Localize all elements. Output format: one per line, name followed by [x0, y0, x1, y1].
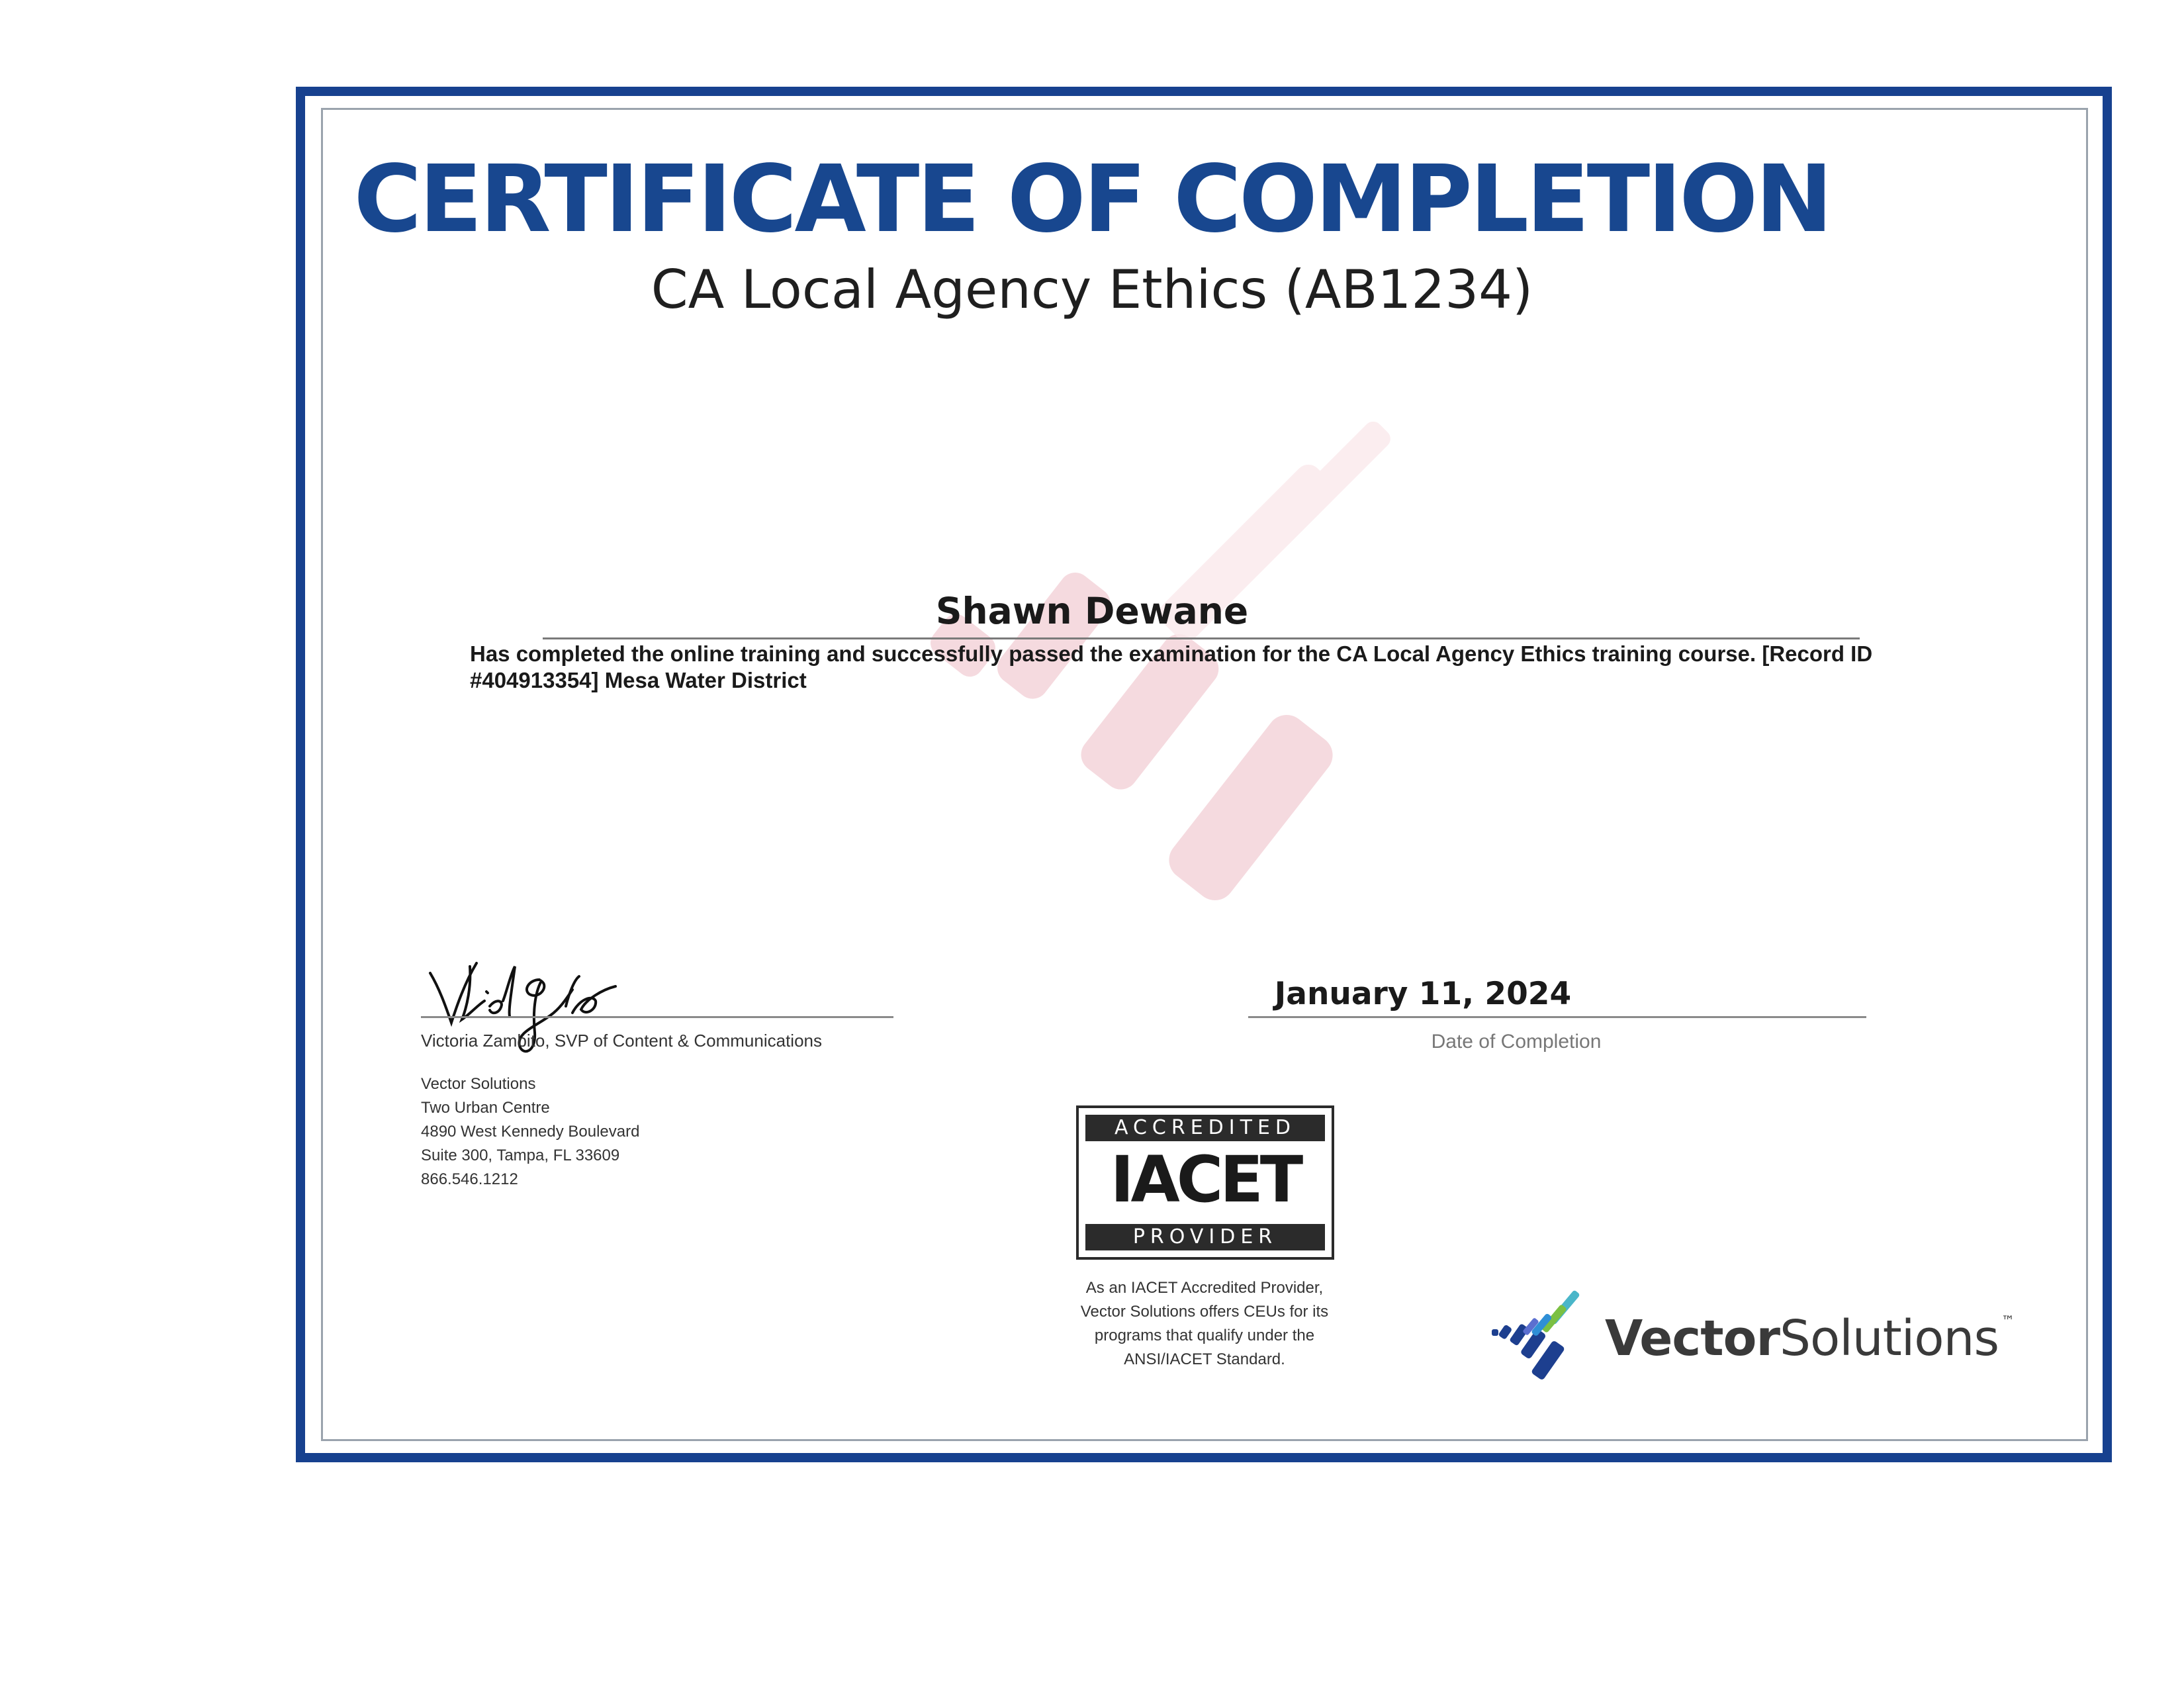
- date-underline: [1248, 1016, 1866, 1018]
- vector-solutions-wordmark: [1605, 1310, 2014, 1367]
- iacet-caption: [1032, 1276, 1377, 1372]
- company-address: [421, 1072, 639, 1192]
- caption-line: Vector Solutions offers CEUs for its: [1080, 1303, 1329, 1321]
- signer-name-title: Victoria Zambito, SVP of Content & Communications: [421, 1031, 822, 1051]
- address-line: Vector Solutions: [421, 1075, 536, 1093]
- signature-line: [421, 1016, 893, 1018]
- iacet-accredited-badge: [1076, 1105, 1334, 1260]
- course-name: CA Local Agency Ethics (AB1234): [651, 259, 1533, 320]
- address-line: 866.546.1212: [421, 1170, 518, 1188]
- vector-solutions-logo-icon: [1489, 1278, 1595, 1397]
- address-line: Two Urban Centre: [421, 1099, 550, 1117]
- caption-line: As an IACET Accredited Provider,: [1085, 1279, 1324, 1297]
- brand-name-bold: Vector: [1605, 1310, 1780, 1367]
- badge-accredited-label: ACCREDITED: [1085, 1115, 1325, 1141]
- address-line: 4890 West Kennedy Boulevard: [421, 1123, 640, 1141]
- caption-line: ANSI/IACET Standard.: [1124, 1350, 1285, 1368]
- badge-provider-label: PROVIDER: [1085, 1224, 1325, 1250]
- address-line: Suite 300, Tampa, FL 33609: [421, 1147, 620, 1164]
- trademark-symbol: ™: [2001, 1313, 2014, 1329]
- completion-date: January 11, 2024: [1274, 976, 1572, 1012]
- caption-line: programs that qualify under the: [1094, 1327, 1315, 1344]
- recipient-underline: [543, 637, 1860, 639]
- brand-name-light: Solutions: [1779, 1310, 1999, 1367]
- badge-iacet-mark: IACET: [1110, 1143, 1300, 1217]
- certificate-title: CERTIFICATE OF COMPLETION: [353, 146, 1831, 254]
- recipient-name: Shawn Dewane: [935, 590, 1249, 632]
- signature: [424, 953, 635, 1072]
- date-label: Date of Completion: [1431, 1031, 1602, 1053]
- completion-statement: Has completed the online training and successfully passed the examination for the CA Local Agency Ethics training course. [Record ID #404913354] Mesa Water District: [470, 641, 1873, 692]
